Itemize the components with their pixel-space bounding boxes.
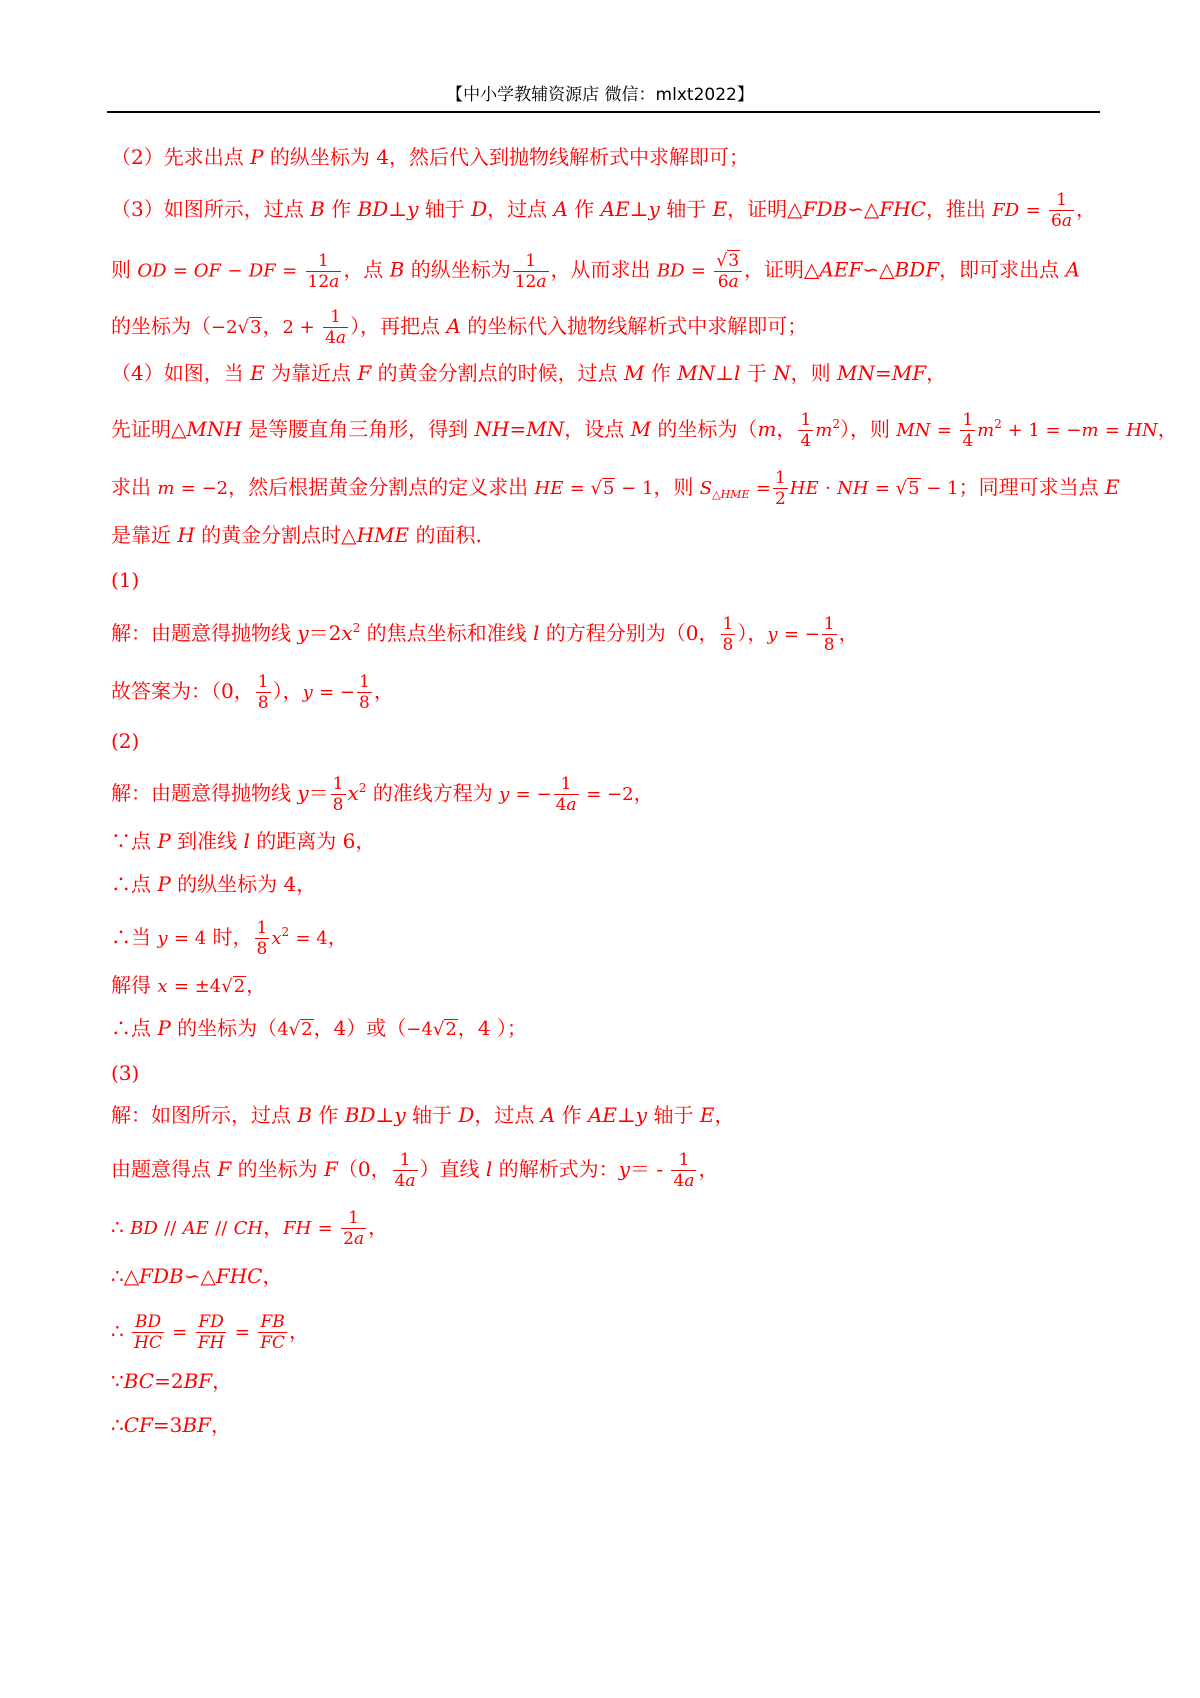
line-08: 是靠近 H 的黄金分割点时△HME 的面积. xyxy=(111,523,482,547)
line-03: 则 OD = OF − DF = $\frac{1}{12a}$ ，点 B 的纵坐标为 $\frac{1}{12a}$ ，从而求出 BD = $\frac{√3}{6a}$ ，证明△AEF∽△BDF，即可求出点 A xyxy=(111,250,1080,292)
line-13: 解：由题意得抛物线 y＝ $\frac{1}{8}$ $x^2$ 的准线方程为 y = − $\frac{1}{4a}$ = −2， xyxy=(111,774,654,815)
line-18: ∴点 P 的坐标为（4√2，4）或（−4√2，4 ）； xyxy=(111,1016,527,1040)
line-25: ∵BC=2BF， xyxy=(111,1369,233,1393)
line-20: 解：如图所示，过点 B 作 BD⊥y 轴于 D，过点 A 作 AE⊥y 轴于 E， xyxy=(111,1103,735,1127)
line-23: ∴△FDB∽△FHC， xyxy=(111,1264,283,1288)
line-16: ∴当 y = 4 时， $\frac{1}{8}$ $x^2 = 4$， xyxy=(111,918,348,959)
line-17: 解得 x = ±4√2， xyxy=(111,973,267,997)
line-24: ∴ $\frac{BD}{HC}$ = $\frac{FD}{FH}$ = $\frac{FB}{FC}$ ， xyxy=(111,1312,309,1353)
line-26: ∴CF=3BF， xyxy=(111,1413,231,1437)
line-02: （3）如图所示，过点 B 作 BD⊥y 轴于 D，过点 A 作 AE⊥y 轴于 E，证明△FDB∽△FHC，推出 FD = $\frac{1}{6a}$ ， xyxy=(111,190,1096,231)
line-14: ∵点 P 到准线 l 的距离为 6， xyxy=(111,829,376,853)
line-01: （2）先求出点 P 的纵坐标为 4，然后代入到抛物线解析式中求解即可； xyxy=(111,145,750,169)
line-07: 求出 m = −2，然后根据黄金分割点的定义求出 HE = √5 − 1，则 $S_{\triangle HME}$ = $\frac{1}{2}$ HE · NH = √5 − 1；同理可求当点 E xyxy=(111,468,1120,509)
line-12: (2) xyxy=(111,729,140,753)
line-09: (1) xyxy=(111,568,140,592)
line-11: 故答案为：（0， $\frac{1}{8}$ ），y = − $\frac{1}{8}$ ， xyxy=(111,672,394,713)
line-04: 的坐标为（−2√3，2 + $\frac{1}{4a}$ ），再把点 A 的坐标代入抛物线解析式中求解即可； xyxy=(111,307,808,348)
line-21: 由题意得点 F 的坐标为 F（0， $\frac{1}{4a}$ ）直线 l 的解析式为：y＝ - $\frac{1}{4a}$ ， xyxy=(111,1150,719,1191)
line-06: 先证明△MNH 是等腰直角三角形，得到 NH=MN，设点 M 的坐标为（m， $\frac{1}{4}$ $m^2$），则 MN = $\frac{1}{4}$ $m^2 + 1 = -m$ = HN， xyxy=(111,410,1178,451)
line-10: 解：由题意得抛物线 $y=2x^2$ 的焦点坐标和准线 l 的方程分别为（0， $\frac{1}{8}$ ），y = − $\frac{1}{8}$ ， xyxy=(111,614,859,655)
line-19: (3) xyxy=(111,1061,140,1085)
line-22: ∴ BD // AE // CH，FH = $\frac{1}{2a}$ ， xyxy=(111,1208,389,1249)
header-rule xyxy=(107,111,1100,113)
line-05: （4）如图，当 E 为靠近点 F 的黄金分割点的时候，过点 M 作 MN⊥l 于 N，则 MN=MF， xyxy=(111,361,947,385)
page-header: 【中小学教辅资源店 微信：mlxt2022】 xyxy=(446,85,754,105)
line-15: ∴点 P 的纵坐标为 4， xyxy=(111,872,317,896)
